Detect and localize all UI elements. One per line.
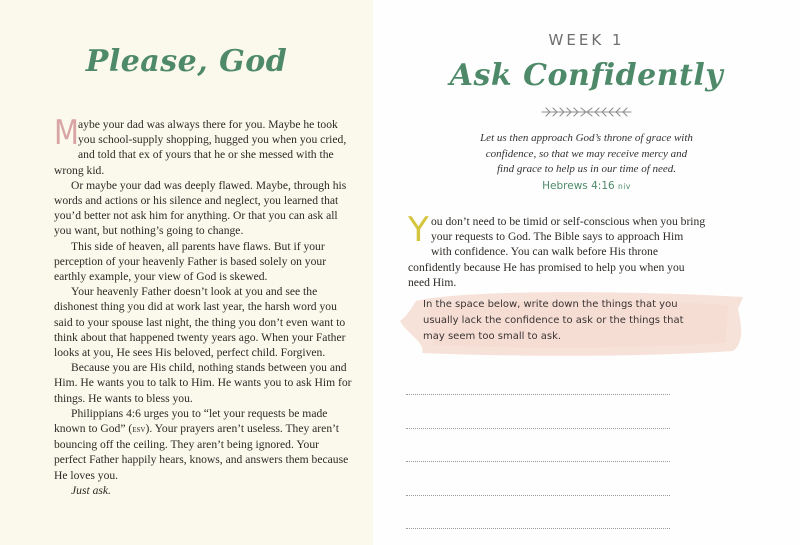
writing-line[interactable] (406, 428, 670, 429)
writing-line[interactable] (406, 528, 670, 529)
writing-line[interactable] (406, 394, 670, 395)
left-page (0, 0, 373, 545)
page-title: Please, God (85, 44, 288, 79)
paragraph: You don’t need to be timid or self-conscious when you bring your requests to God. The Bible says to approach Him with confidence. You can walk before His throne confidently because He has promised to help you when you need Him. (408, 210, 706, 289)
bible-version: niv (618, 182, 631, 191)
paragraph: Because you are His child, nothing stands between you and Him. He wants you to talk to Him. He wants you to ask Him for things. He wants to bless you. (54, 361, 352, 405)
writing-line[interactable] (406, 461, 670, 462)
scripture-reference: Hebrews 4:16 niv (542, 180, 631, 192)
writing-area[interactable] (406, 394, 674, 545)
paragraph: This side of heaven, all parents have flaws. But if your perception of your heavenly Father is based solely on your earthly example, your view of God is skewed. (54, 239, 327, 284)
paragraph: Or maybe your dad was deeply flawed. Maybe, through his words and actions or his silence and neglect, you learned that you’d better not ask him for anything. Or that you can ask all you want, but nothing’s going to change. (54, 178, 347, 238)
right-page (373, 0, 800, 545)
closing-line: Just ask. (71, 483, 111, 497)
dropcap: Y (408, 210, 429, 250)
paragraph: Maybe your dad was always there for you. Maybe he took you school-supply shopping, hugged you when you cried, and told that ex of yours that he or she messed with the wrong kid. (54, 113, 347, 177)
page-title: Ask Confidently (449, 58, 724, 93)
journal-prompt: In the space below, write down the things that you usually lack the confidence to ask or the things that may seem too small to ask. (423, 299, 684, 342)
laurel-divider-icon (540, 105, 633, 117)
devotional-body (54, 113, 354, 498)
dropcap: M (54, 113, 79, 153)
scripture-quote: Let us then approach God’s throne of grace with confidence, so that we may receive mercy and find grace to help us in our time of need. (480, 132, 693, 176)
paragraph: Your heavenly Father doesn’t look at you and see the dishonest thing you did at work last year, the harsh word you said to your spouse last night, the thing you don’t even want to think about that happened twenty years ago. When your Father looks at you, He sees His beloved, perfect child. Forgiven. (54, 285, 346, 360)
week-label: WEEK 1 (548, 31, 625, 49)
paragraph: Philippians 4:6 urges you to “let your requests be made known to God” (esv). Your prayers aren’t useless. They aren’t bouncing off the ceiling. They aren’t being ignored. Your perfect Father happily hears, knows, and answers them because He loves you. (54, 406, 349, 482)
reflection-body (408, 210, 706, 290)
bible-version: esv (132, 424, 146, 436)
writing-line[interactable] (406, 495, 670, 496)
